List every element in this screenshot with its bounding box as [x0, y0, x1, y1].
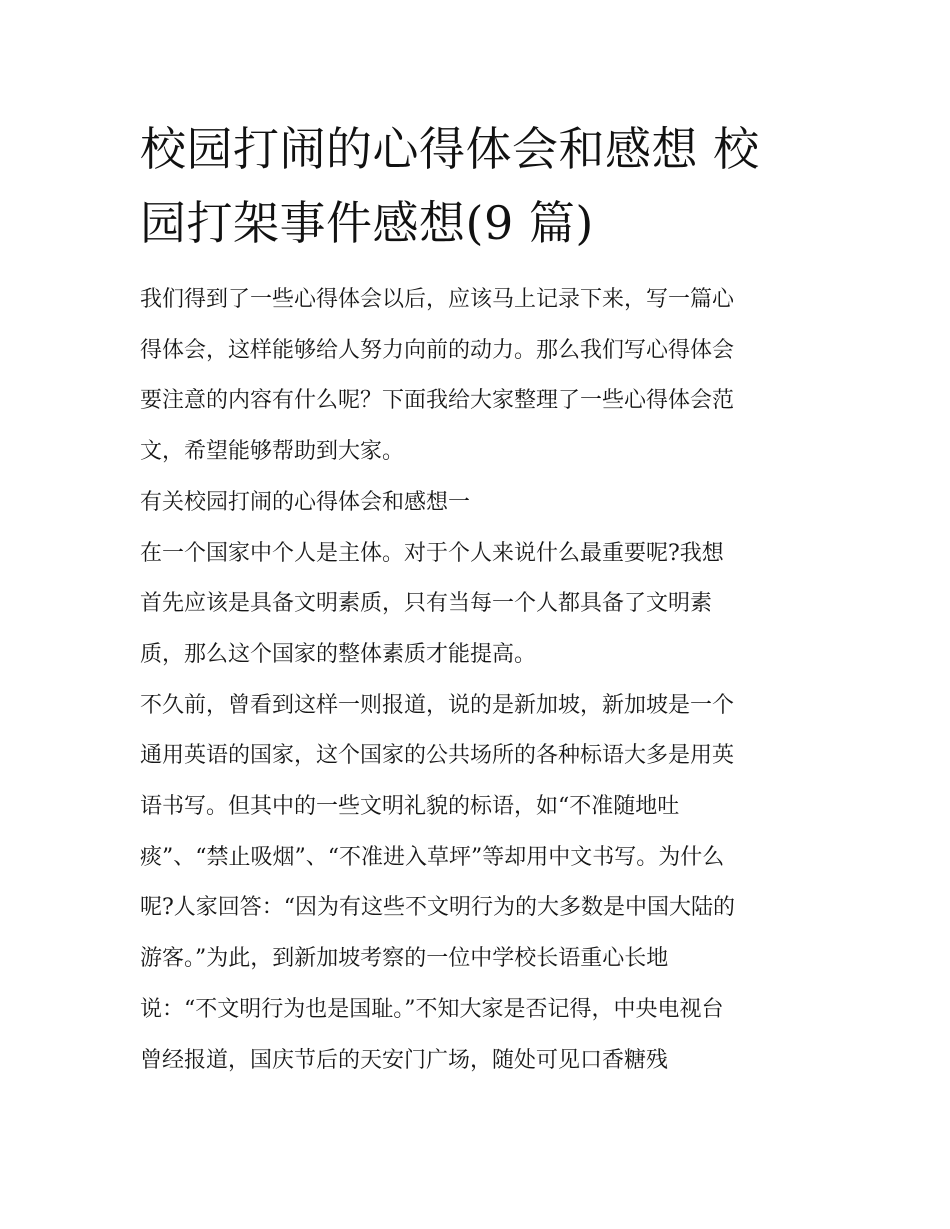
text-line: 呢?人家回答：“因为有这些不文明行为的大多数是中国大陆的	[140, 895, 736, 921]
text-line: 文，希望能够帮助到大家。	[140, 439, 405, 465]
document-body	[140, 275, 820, 1086]
text-line: 说：“不文明行为也是国耻。”不知大家是否记得，中央电视台	[140, 996, 724, 1022]
text-line: 曾经报道，国庆节后的天安门广场，随处可见口香糖残	[140, 1047, 669, 1073]
title-line-1: 校园打闹的心得体会和感想 校	[140, 122, 760, 176]
text-line: 要注意的内容有什么呢？下面我给大家整理了一些心得体会范	[140, 388, 735, 414]
text-line: 痰”、“禁止吸烟”、“不准进入草坪”等却用中文书写。为什么	[140, 844, 725, 870]
text-line: 在一个国家中个人是主体。对于个人来说什么最重要呢?我想	[140, 540, 724, 566]
text-line: 质，那么这个国家的整体素质才能提高。	[140, 641, 537, 667]
text-line: 语书写。但其中的一些文明礼貌的标语，如“不准随地吐	[140, 794, 680, 820]
section-heading: 有关校园打闹的心得体会和感想一	[140, 489, 471, 515]
text-line: 得体会，这样能够给人努力向前的动力。那么我们写心得体会	[140, 337, 735, 363]
text-line: 首先应该是具备文明素质，只有当每一个人都具备了文明素	[140, 591, 713, 617]
text-line: 通用英语的国家，这个国家的公共场所的各种标语大多是用英	[140, 743, 735, 769]
text-line: 不久前，曾看到这样一则报道，说的是新加坡，新加坡是一个	[140, 692, 735, 718]
text-line: 我们得到了一些心得体会以后，应该马上记录下来，写一篇心	[140, 287, 735, 312]
text-line: 游客。”为此，到新加坡考察的一位中学校长语重心长地	[140, 946, 669, 972]
title-line-2: 园打架事件感想(9 篇)	[140, 196, 594, 250]
page-title	[140, 112, 820, 260]
